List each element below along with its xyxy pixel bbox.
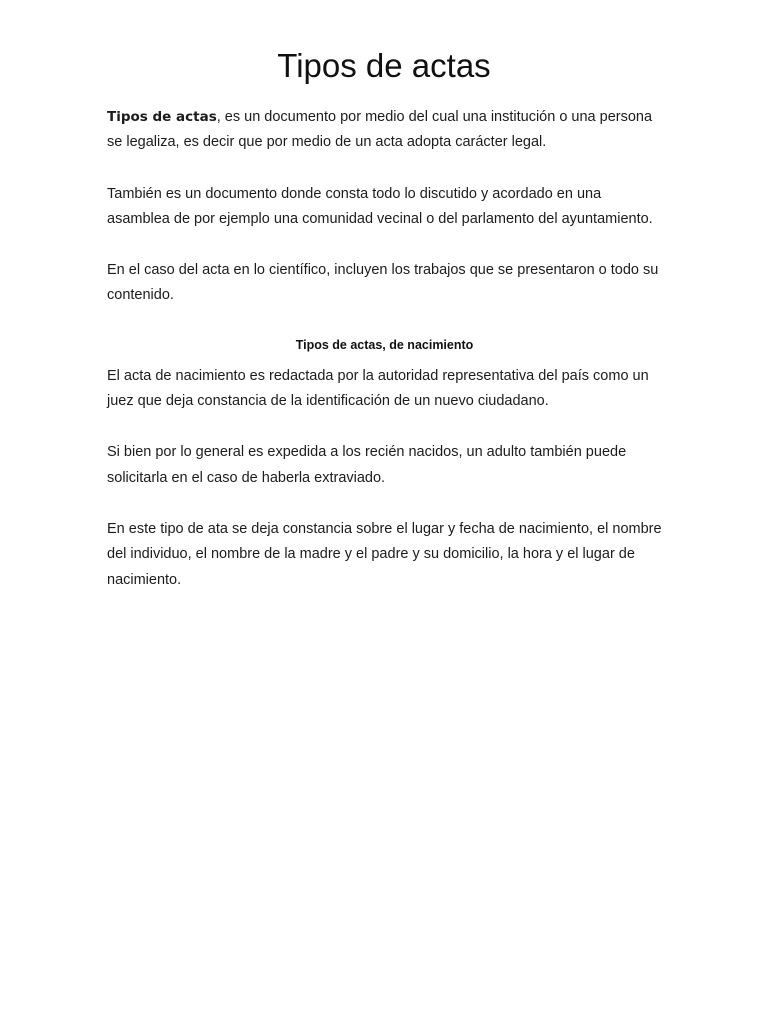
section-heading-birth: Tipos de actas, de nacimiento	[295, 337, 474, 352]
document-body	[107, 105, 662, 619]
paragraph-scientific: En el caso del acta en lo científico, incluyen los trabajos que se presentaron o todo su contenido.	[107, 262, 659, 304]
page-title: Tipos de actas	[277, 47, 491, 84]
intro-paragraph	[107, 105, 662, 156]
paragraph-birth-details: En este tipo de ata se deja constancia sobre el lugar y fecha de nacimiento, el nombre del individuo, el nombre de la madre y el padre y su domicilio, la hora y el lugar de nacimiento.	[107, 520, 662, 588]
intro-text: , es un documento por medio del cual una institución o una persona se legaliza, es decir que por medio de un acta adopta carácter legal.	[107, 109, 653, 151]
paragraph-birth-adults: Si bien por lo general es expedida a los recién nacidos, un adulto también puede solicitarla en el caso de haberla extraviado.	[107, 444, 627, 486]
paragraph-birth-authority: El acta de nacimiento es redactada por la autoridad representativa del país como un juez que deja constancia de la identificación de un nuevo ciudadano.	[107, 367, 649, 410]
paragraph-definition-assembly: También es un documento donde consta todo lo discutido y acordado en una asamblea de por ejemplo una comunidad vecinal o del parlamento del ayuntamiento.	[107, 185, 653, 227]
intro-lead-term: Tipos de actas	[107, 109, 217, 125]
